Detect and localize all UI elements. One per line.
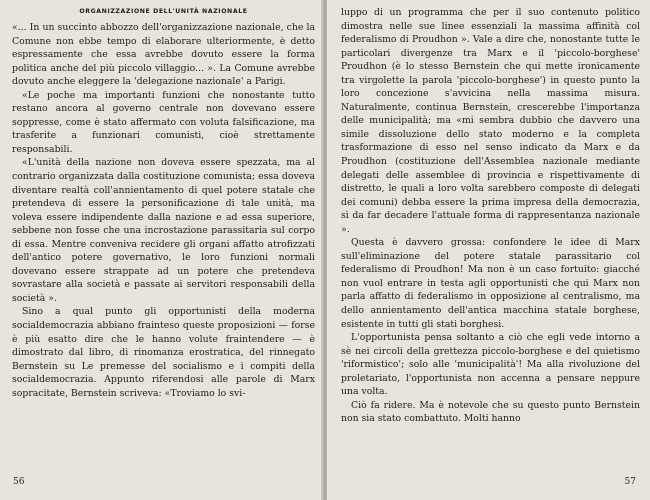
page-number: 57	[624, 477, 636, 487]
paragraph: «... In un succinto abbozzo dell'organizzazione nazionale, che la Comune non ebbe tempo di elaborare ulteriormente, è detto espressamente che essa avrebbe dovuto essere la forma politica anche del più piccolo villaggio... ». La Comune avrebbe dovuto anche eleggere la 'delegazione nazionale' a Parigi.	[12, 22, 315, 88]
paragraph: Sino a qual punto gli opportunisti della moderna socialdemocrazia abbiano frainteso queste proposizioni — forse è più esatto dire che le hanno volute fraintendere — è dimostrato dal libro, di rinomanza erostratica, del rinnegato Bernstein su Le premesse del socialismo e i compiti della socialdemocrazia. Appunto riferendosi alle parole di Marx sopracitate, Bernstein scriveva: «Troviamo lo svi-	[12, 306, 315, 399]
page-number: 56	[13, 477, 25, 487]
right-page-text	[341, 6, 640, 426]
paragraph: «L'unità della nazione non doveva essere spezzata, ma al contrario organizzata dalla costituzione comunista; essa doveva diventare realtà coll'annientamento di quel potere statale che pretendeva di essere la personificazione di tale unità, ma voleva essere indipendente dalla nazione e ad essa superiore, sebbene non fosse che una incrostazione parassitaria sul corpo di essa. Mentre conveniva recidere gli organi affatto atrofizzati dell'antico potere governativo, le loro funzioni normali dovevano essere strappate ad un potere che pretendeva sovrastare alla società e passate ai servitori responsabili della società ».	[12, 157, 315, 304]
paragraph: «Le poche ma importanti funzioni che nonostante tutto restano ancora al governo centrale non dovevano essere soppresse, come è stato affermato con voluta falsificazione, ma trasferite a funzionari comunisti, cioè strettamente responsabili.	[12, 89, 315, 155]
right-page	[327, 0, 650, 500]
paragraph: Questa è davvero grossa: confondere le idee di Marx sull'eliminazione del potere statale parassitario col federalismo di Proudhon! Ma non è un caso fortuito: giacché non vuol entrare in testa agli opportunisti che qui Marx non parla affatto di federalismo in opposizione al centralismo, ma dello annientamento dell'antica macchina statale borghese, esistente in tutti gli stati borghesi.	[341, 237, 640, 330]
paragraph: Ciò fa ridere. Ma è notevole che su questo punto Bernstein non sia stato combattuto. Molti hanno	[341, 399, 640, 425]
left-page-text	[12, 21, 315, 400]
paragraph: luppo di un programma che per il suo contenuto politico dimostra nelle sue linee essenziali la massima affinità col federalismo di Proudhon ». Vale a dire che, nonostante tutte le particolari divergenze tra Marx e il 'piccolo-borghese' Proudhon (è lo stesso Bernstein che qui mette ironicamente tra virgolette la parola 'piccolo-borghese') in questo punto la loro concezione s'avvicina nella massima misura. Naturalmente, continua Bernstein, crescerebbe l'importanza delle municipalità; ma «mi sembra dubbio che davvero una simile dissoluzione dello stato moderno e la completa trasformazione di esso nel senso indicato da Marx e da Proudhon (costituzione dell'Assemblea nazionale mediante delegati delle assemblee di provincia e rispettivamente di distretto, le quali a loro volta sarebbero composte di delegati dei comuni) debba essere la prima impresa della democrazia, sì da far decadere l'attuale forma di rappresentanza nazionale ».	[341, 7, 640, 235]
left-page	[0, 0, 323, 500]
paragraph: L'opportunista pensa soltanto a ciò che egli vede intorno a sè nei circoli della grettezza piccolo-borghese e del quietismo 'riformistico'; solo alle 'municipalità'! Ma alla rivoluzione del proletariato, l'opportunista non accenna a pensare neppure una volta.	[341, 332, 640, 398]
running-head: ORGANIZZAZIONE DELL'UNITÀ NAZIONALE	[79, 8, 248, 15]
